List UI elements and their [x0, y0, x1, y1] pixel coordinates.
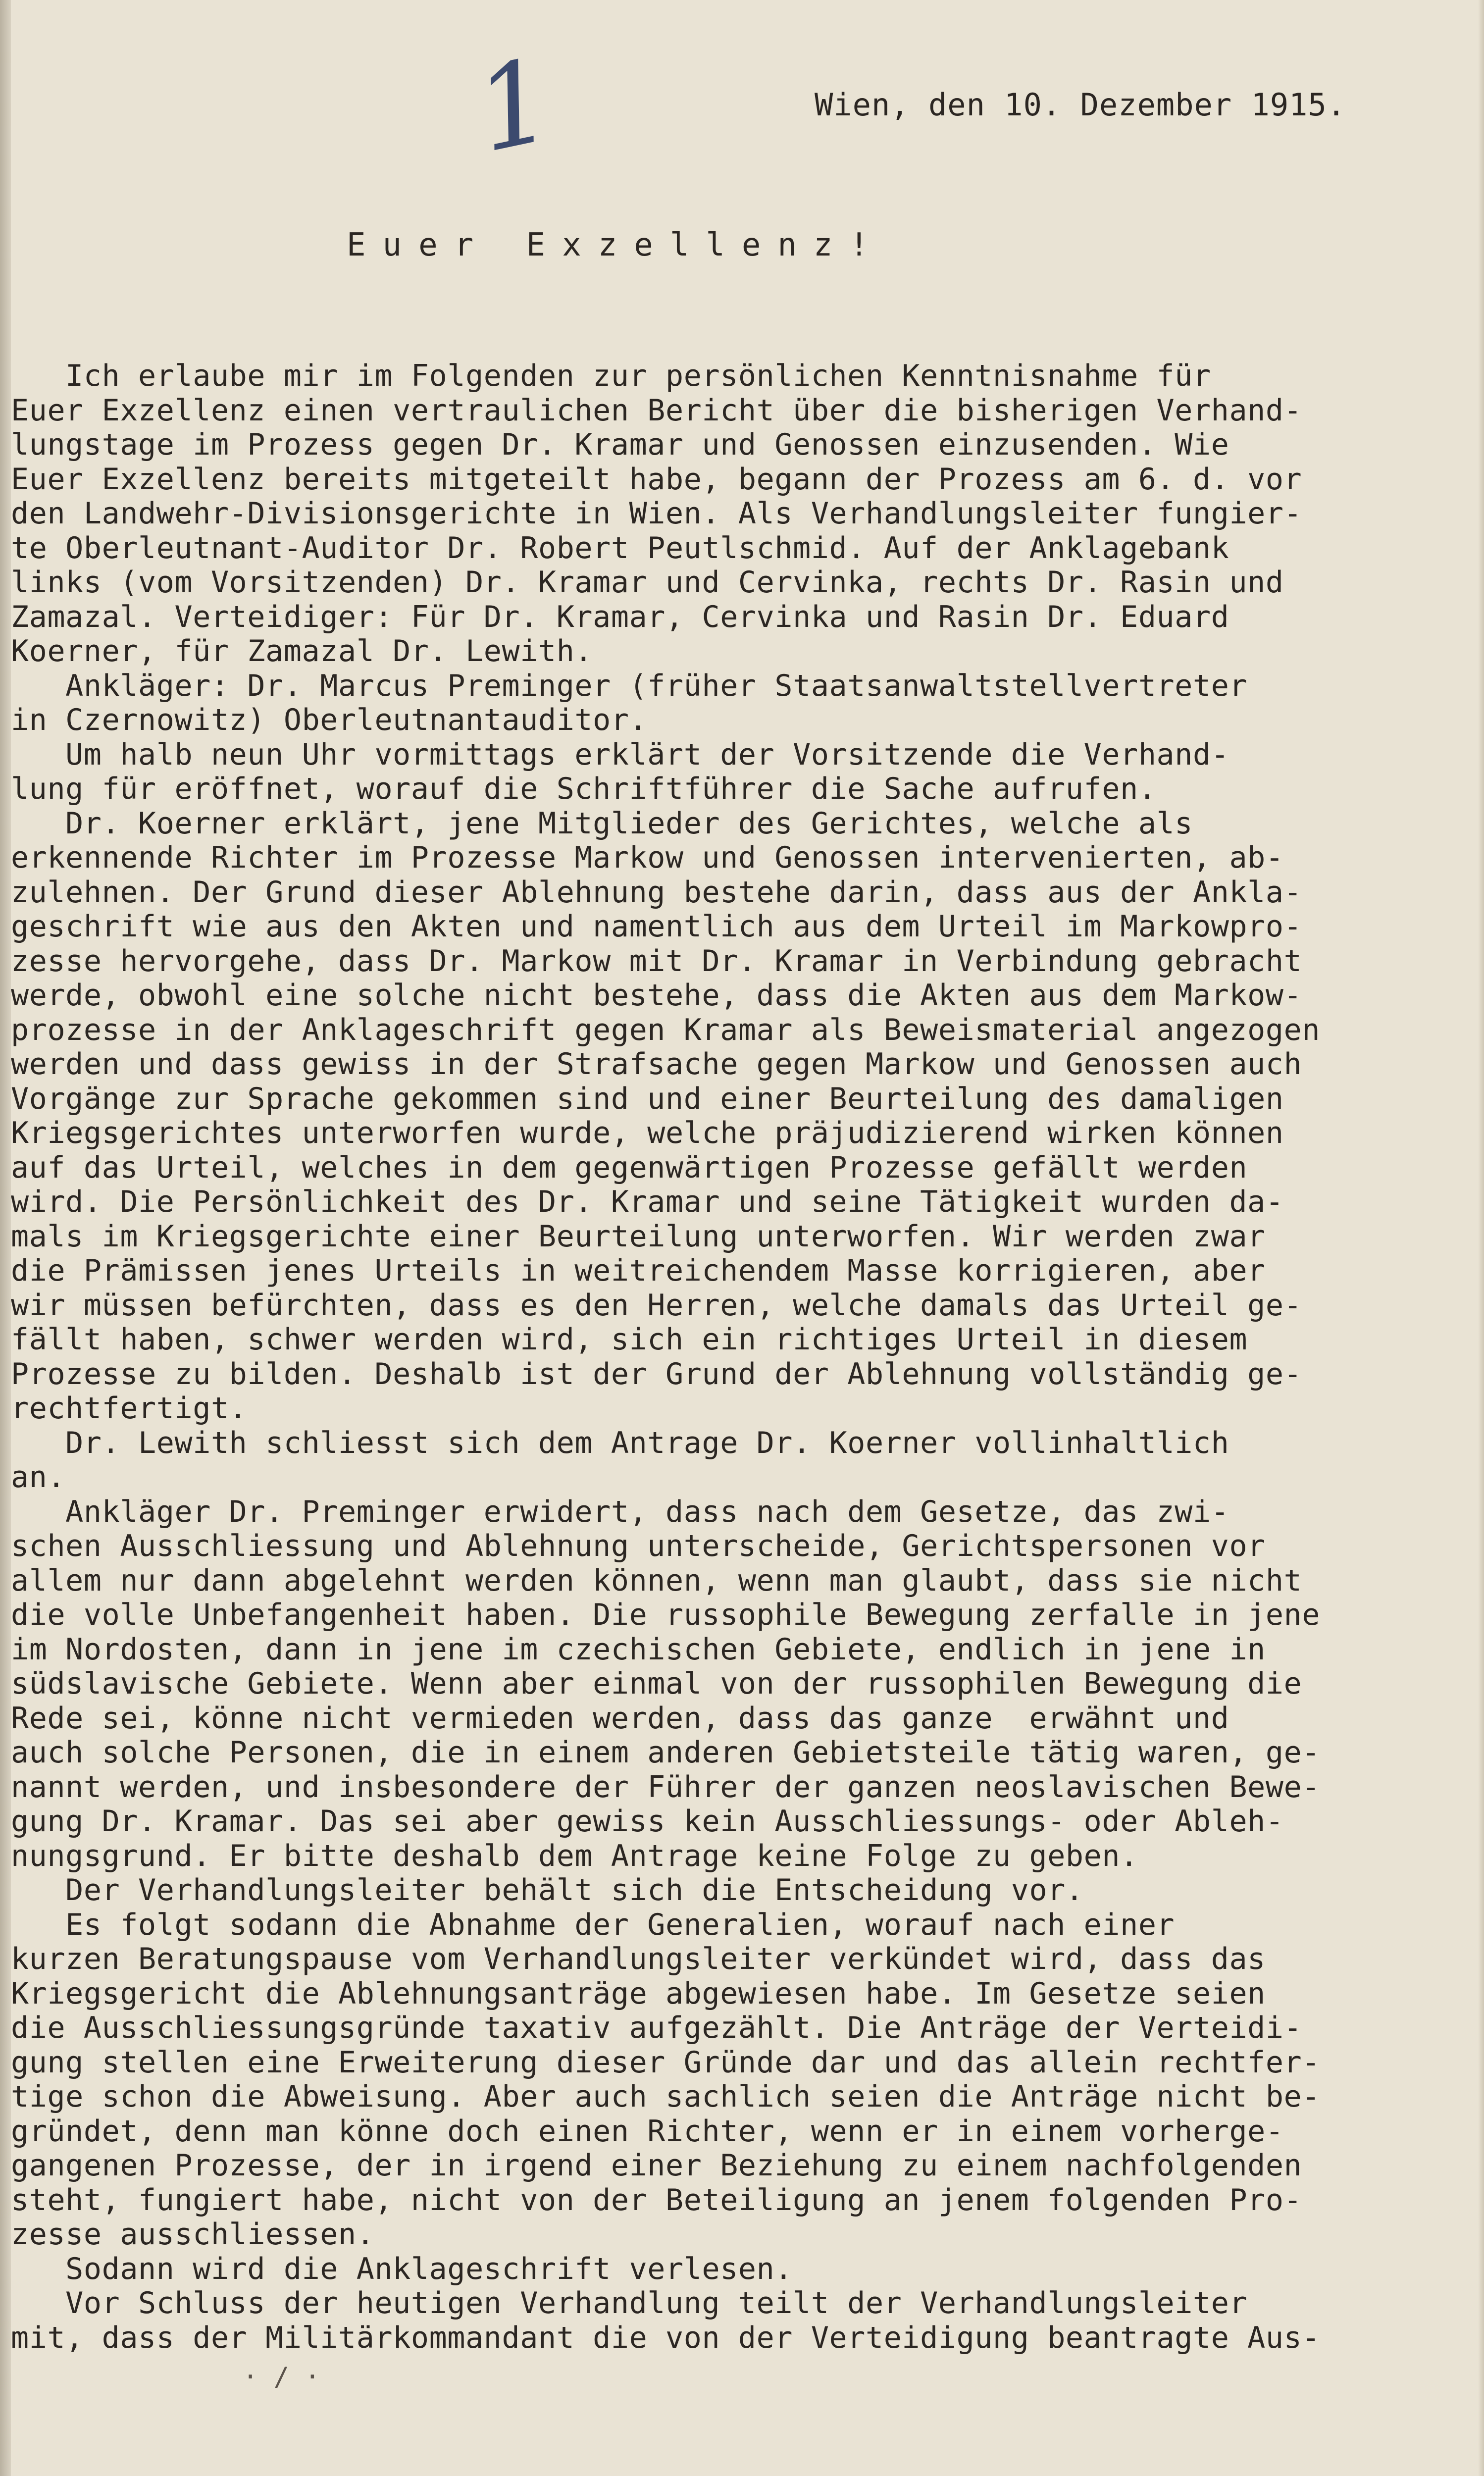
text-line: rechtfertigt. [11, 1391, 248, 1426]
dateline: Wien, den 10. Dezember 1915. [815, 87, 1346, 123]
text-line: werden und dass gewiss in der Strafsache gegen Markow und Genossen auch [11, 1047, 1302, 1082]
text-line: zesse hervorgehe, dass Dr. Markow mit Dr. Kramar in Verbindung gebracht [11, 943, 1302, 979]
text-line: Um halb neun Uhr vormittags erklärt der Vorsitzende die Verhand- [11, 737, 1229, 772]
text-line: mals im Kriegsgerichte einer Beurteilung unterworfen. Wir werden zwar [11, 1219, 1266, 1254]
text-line: Koerner, für Zamazal Dr. Lewith. [11, 634, 593, 669]
text-line: Dr. Lewith schliesst sich dem Antrage Dr. Koerner vollinhaltlich [11, 1425, 1229, 1460]
text-line: werde, obwohl eine solche nicht bestehe, dass die Akten aus dem Markow- [11, 978, 1302, 1013]
text-line: Vor Schluss der heutigen Verhandlung teilt der Verhandlungsleiter [11, 2286, 1248, 2321]
text-line: erkennende Richter im Prozesse Markow und Genossen intervenierten, ab- [11, 840, 1284, 875]
text-line: die Ausschliessungsgründe taxativ aufgezählt. Die Anträge der Verteidi- [11, 2011, 1302, 2045]
text-line: lungstage im Prozess gegen Dr. Kramar und Genossen einzusenden. Wie [11, 427, 1229, 462]
text-line: Dr. Koerner erklärt, jene Mitglieder des Gerichtes, welche als [11, 806, 1193, 841]
text-line: Ankläger Dr. Preminger erwidert, dass nach dem Gesetze, das zwi- [11, 1494, 1229, 1529]
text-line: Euer Exzellenz bereits mitgeteilt habe, begann der Prozess am 6. d. vor [11, 462, 1302, 497]
text-line: den Landwehr-Divisionsgerichte in Wien. Als Verhandlungsleiter fungier- [11, 496, 1302, 531]
text-line: im Nordosten, dann in jene im czechischen Gebiete, endlich in jene in [11, 1632, 1266, 1667]
text-line: nannt werden, und insbesondere der Führer der ganzen neoslavischen Bewe- [11, 1769, 1321, 1805]
text-line: lung für eröffnet, worauf die Schriftführer die Sache aufrufen. [11, 772, 1157, 806]
text-line: Ich erlaube mir im Folgenden zur persönlichen Kenntnisnahme für [11, 359, 1211, 393]
text-line: Sodann wird die Anklageschrift verlesen. [11, 2251, 793, 2286]
text-line: auf das Urteil, welches in dem gegenwärtigen Prozesse gefällt werden [11, 1150, 1248, 1185]
text-line: prozesse in der Anklageschrift gegen Kramar als Beweismaterial angezogen [11, 1012, 1321, 1047]
text-line: zulehnen. Der Grund dieser Ablehnung bestehe darin, dass aus der Ankla- [11, 875, 1302, 910]
text-line: die volle Unbefangenheit haben. Die russophile Bewegung zerfalle in jene [11, 1598, 1321, 1632]
handwritten-folio-number: 1 [464, 34, 563, 179]
text-line: mit, dass der Militärkommandant die von der Verteidigung beantragte Aus- [11, 2320, 1321, 2355]
text-line: die Prämissen jenes Urteils in weitreichendem Masse korrigieren, aber [11, 1253, 1266, 1288]
text-line: fällt haben, schwer werden wird, sich ein richtiges Urteil in diesem [11, 1322, 1248, 1357]
text-line: nungsgrund. Er bitte deshalb dem Antrage keine Folge zu geben. [11, 1838, 1138, 1873]
text-line: auch solche Personen, die in einem anderen Gebietsteile tätig waren, ge- [11, 1735, 1321, 1770]
text-line: Kriegsgerichtes unterworfen wurde, welche präjudizierend wirken können [11, 1116, 1284, 1150]
text-line: gangenen Prozesse, der in irgend einer Beziehung zu einem nachfolgenden [11, 2148, 1302, 2183]
text-line: Es folgt sodann die Abnahme der Generalien, worauf nach einer [11, 1907, 1175, 1942]
text-line: Euer Exzellenz einen vertraulichen Bericht über die bisherigen Verhand- [11, 393, 1302, 428]
footer-mark: · / · [243, 2362, 320, 2392]
text-line: Rede sei, könne nicht vermieden werden, dass das ganze erwähnt und [11, 1701, 1229, 1736]
text-line: schen Ausschliessung und Ablehnung unterscheide, Gerichtspersonen vor [11, 1529, 1266, 1563]
paper-right-edge [1478, 0, 1484, 2476]
text-line: Zamazal. Verteidiger: Für Dr. Kramar, Cervinka und Rasin Dr. Eduard [11, 599, 1229, 634]
salutation: Euer Exzellenz! [347, 227, 885, 263]
text-line: an. [11, 1460, 66, 1495]
text-line: steht, fungiert habe, nicht von der Beteiligung an jenem folgenden Pro- [11, 2182, 1302, 2218]
text-line: zesse ausschliessen. [11, 2217, 375, 2252]
text-line: gung Dr. Kramar. Das sei aber gewiss kein Ausschliessungs- oder Ableh- [11, 1804, 1284, 1839]
letter-body [11, 359, 1447, 2355]
text-line: geschrift wie aus den Akten und namentlich aus dem Urteil im Markowpro- [11, 909, 1302, 944]
text-line: te Oberleutnant-Auditor Dr. Robert Peutlschmid. Auf der Anklagebank [11, 530, 1229, 566]
text-line: südslavische Gebiete. Wenn aber einmal von der russophilen Bewegung die [11, 1666, 1302, 1701]
text-line: Prozesse zu bilden. Deshalb ist der Grund der Ablehnung vollständig ge- [11, 1356, 1302, 1392]
text-line: Kriegsgericht die Ablehnungsanträge abgewiesen habe. Im Gesetze seien [11, 1976, 1266, 2011]
paper-left-edge [0, 0, 11, 2476]
text-line: gung stellen eine Erweiterung dieser Gründe dar und das allein rechtfer- [11, 2045, 1321, 2080]
text-line: allem nur dann abgelehnt werden können, wenn man glaubt, dass sie nicht [11, 1563, 1302, 1598]
text-line: Vorgänge zur Sprache gekommen sind und einer Beurteilung des damaligen [11, 1081, 1284, 1116]
text-line: kurzen Beratungspause vom Verhandlungsleiter verkündet wird, dass das [11, 1942, 1266, 1976]
text-line: gründet, denn man könne doch einen Richter, wenn er in einem vorherge- [11, 2114, 1284, 2149]
text-line: links (vom Vorsitzenden) Dr. Kramar und Cervinka, rechts Dr. Rasin und [11, 565, 1284, 600]
text-line: in Czernowitz) Oberleutnantauditor. [11, 703, 648, 737]
text-line: wird. Die Persönlichkeit des Dr. Kramar und seine Tätigkeit wurden da- [11, 1185, 1284, 1219]
text-line: Der Verhandlungsleiter behält sich die Entscheidung vor. [11, 1873, 1084, 1908]
text-line: Ankläger: Dr. Marcus Preminger (früher Staatsanwaltstellvertreter [11, 668, 1248, 703]
text-line: tige schon die Abweisung. Aber auch sachlich seien die Anträge nicht be- [11, 2079, 1321, 2114]
text-line: wir müssen befürchten, dass es den Herren, welche damals das Urteil ge- [11, 1288, 1302, 1323]
